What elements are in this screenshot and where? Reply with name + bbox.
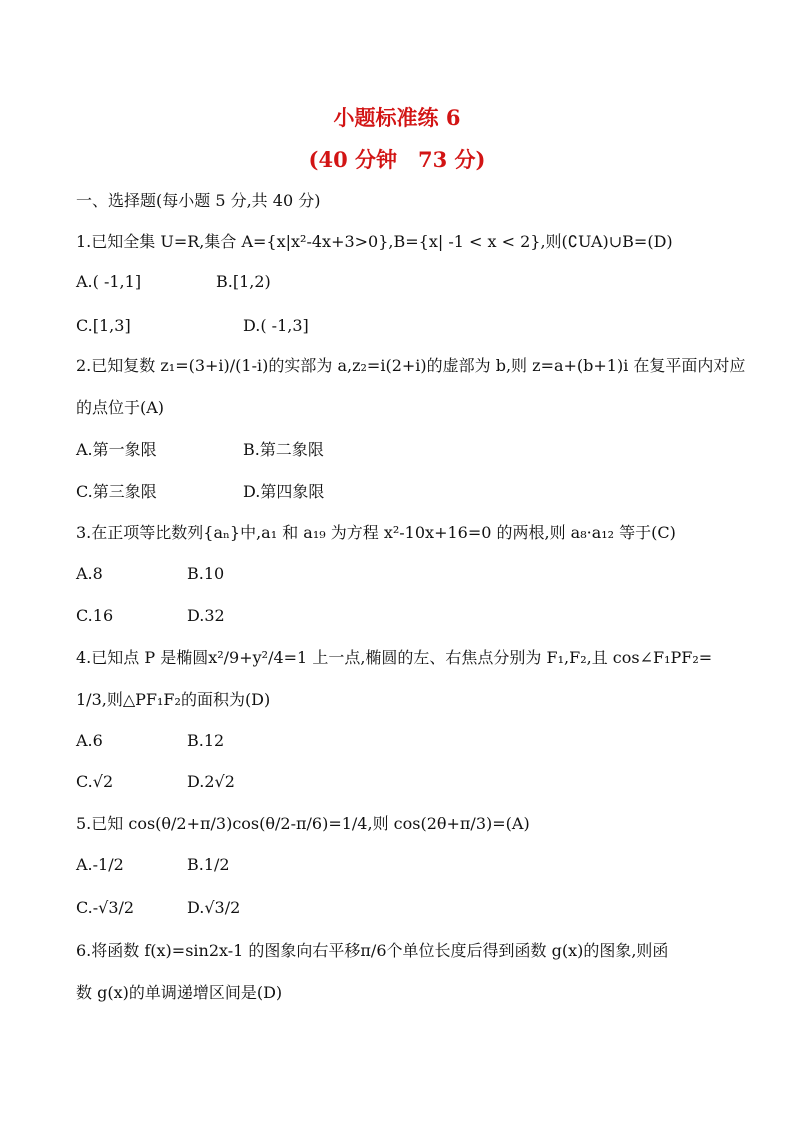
question-2-option-a: A.第一象限 xyxy=(76,440,157,459)
question-5-option-b: B.1/2 xyxy=(187,855,230,874)
question-2-stem-line-1: 2.已知复数 z₁=(3+i)/(1-i)的实部为 a,z₂=i(2+i)的虚部为 b,则 z=a+(b+1)i 在复平面内对应 xyxy=(76,356,746,375)
question-2-stem-line-2: 的点位于(A) xyxy=(76,398,165,417)
question-6-stem-line-1: 6.将函数 f(x)=sin2x-1 的图象向右平移π/6个单位长度后得到函数 g(x)的图象,则函 xyxy=(76,941,669,960)
question-5-option-c: C.-√3/2 xyxy=(76,898,135,917)
question-2-option-c: C.第三象限 xyxy=(76,482,157,501)
question-4-stem-line-2: 1/3,则△PF₁F₂的面积为(D) xyxy=(76,690,271,709)
page-subtitle: (40 分钟 73 分) xyxy=(308,147,486,172)
page-title: 小题标准练 6 xyxy=(333,105,461,130)
question-3-option-a: A.8 xyxy=(76,564,103,583)
question-1-option-c: C.[1,3] xyxy=(76,316,131,335)
question-4-option-b: B.12 xyxy=(187,731,225,750)
question-4-option-a: A.6 xyxy=(76,731,103,750)
question-3-option-b: B.10 xyxy=(187,564,225,583)
section-heading: 一、选择题(每小题 5 分,共 40 分) xyxy=(76,191,321,210)
question-3-stem: 3.在正项等比数列{aₙ}中,a₁ 和 a₁₉ 为方程 x²-10x+16=0 的两根,则 a₈·a₁₂ 等于(C) xyxy=(76,523,676,542)
question-4-option-d: D.2√2 xyxy=(187,772,235,791)
question-5-option-d: D.√3/2 xyxy=(187,898,241,917)
question-4-stem-line-1: 4.已知点 P 是椭圆x²/9+y²/4=1 上一点,椭圆的左、右焦点分别为 F₁,F₂,且 cos∠F₁PF₂= xyxy=(76,648,713,667)
question-3-option-c: C.16 xyxy=(76,606,114,625)
question-5-stem: 5.已知 cos(θ/2+π/3)cos(θ/2-π/6)=1/4,则 cos(2θ+π/3)=(A) xyxy=(76,814,530,833)
question-1-option-d: D.( -1,3] xyxy=(243,316,309,335)
question-6-stem-line-2: 数 g(x)的单调递增区间是(D) xyxy=(76,983,283,1002)
question-1-option-a: A.( -1,1] xyxy=(76,272,142,291)
question-5-option-a: A.-1/2 xyxy=(76,855,124,874)
question-4-option-c: C.√2 xyxy=(76,772,114,791)
question-1-stem: 1.已知全集 U=R,集合 A={x|x²-4x+3>0},B={x| -1 < x < 2},则(∁UA)∪B=(D) xyxy=(76,232,673,251)
question-2-option-d: D.第四象限 xyxy=(243,482,325,501)
question-2-option-b: B.第二象限 xyxy=(243,440,324,459)
question-3-option-d: D.32 xyxy=(187,606,225,625)
question-1-option-b: B.[1,2) xyxy=(216,272,271,291)
